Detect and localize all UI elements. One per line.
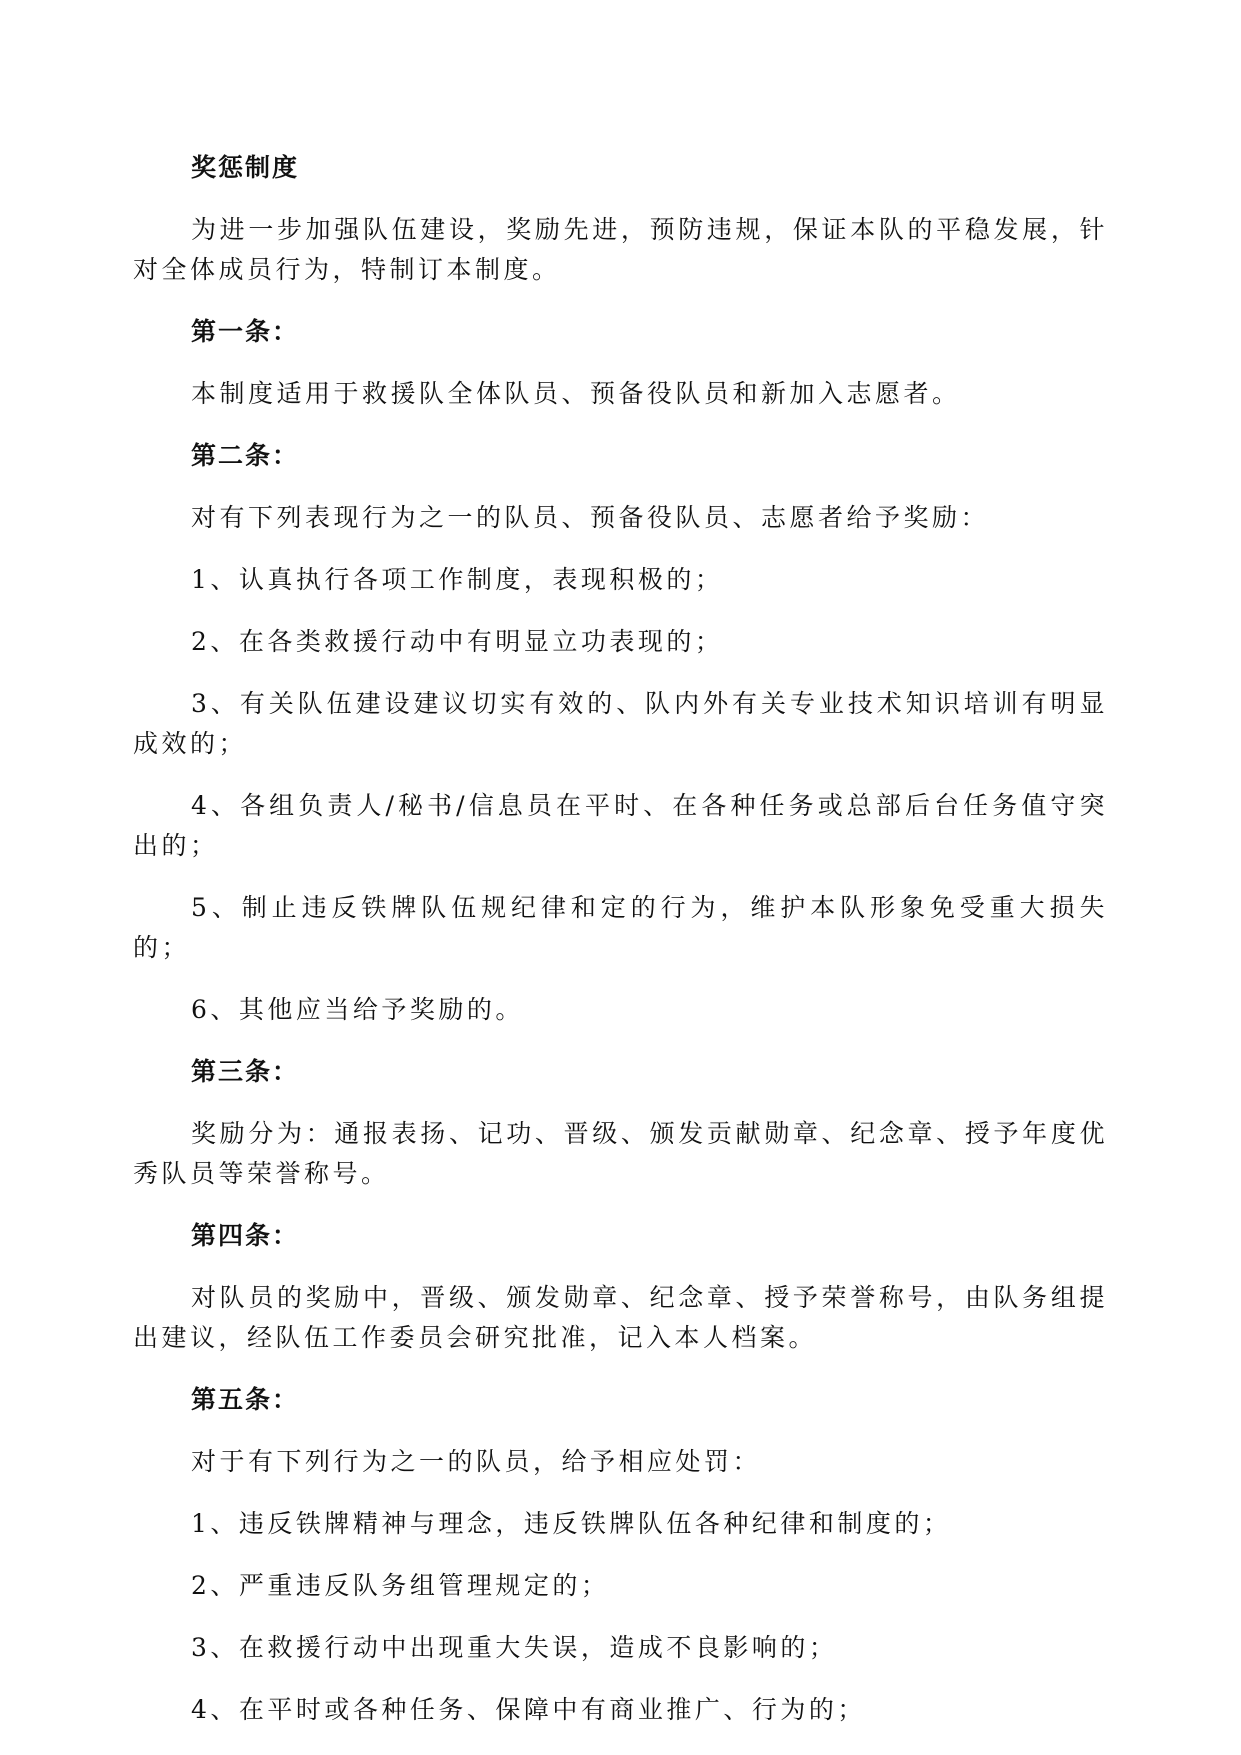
- article-3-paragraph-1: 奖励分为：通报表扬、记功、晋级、颁发贡献勋章、纪念章、授予年度优秀队员等荣誉称号。: [133, 1119, 1108, 1188]
- article-2-item-2: 2、在各类救援行动中有明显立功表现的；: [191, 627, 724, 656]
- article-5-heading: 第五条：: [191, 1385, 300, 1414]
- article-2-item-1: 1、认真执行各项工作制度，表现积极的；: [191, 565, 724, 594]
- article-4-paragraph-1: 对队员的奖励中，晋级、颁发勋章、纪念章、授予荣誉称号，由队务组提出建议，经队伍工作委员会研究批准，记入本人档案。: [133, 1283, 1108, 1352]
- intro-paragraph: 为进一步加强队伍建设，奖励先进，预防违规，保证本队的平稳发展，针对全体成员行为，特制订本制度。: [133, 215, 1108, 284]
- article-2-item-5: 5、制止违反铁牌队伍规纪律和定的行为，维护本队形象免受重大损失的；: [133, 893, 1108, 962]
- article-1-heading: 第一条：: [191, 317, 300, 346]
- document-body: [133, 148, 1108, 1752]
- article-1-paragraph-1: 本制度适用于救援队全体队员、预备役队员和新加入志愿者。: [191, 379, 961, 408]
- article-5-paragraph-1: 对于有下列行为之一的队员，给予相应处罚：: [191, 1447, 762, 1476]
- document-title: 奖惩制度: [191, 153, 300, 182]
- article-5-item-2: 2、严重违反队务组管理规定的；: [191, 1571, 610, 1600]
- article-2-item-3: 3、有关队伍建设建议切实有效的、队内外有关专业技术知识培训有明显成效的；: [133, 689, 1108, 758]
- article-2-heading: 第二条：: [191, 441, 300, 470]
- article-5-item-4: 4、在平时或各种任务、保障中有商业推广、行为的；: [191, 1695, 866, 1724]
- article-4-heading: 第四条：: [191, 1221, 300, 1250]
- article-3-heading: 第三条：: [191, 1057, 300, 1086]
- article-2-paragraph-1: 对有下列表现行为之一的队员、预备役队员、志愿者给予奖励：: [191, 503, 990, 532]
- article-2-item-4: 4、各组负责人/秘书/信息员在平时、在各种任务或总部后台任务值守突出的；: [133, 791, 1108, 860]
- article-5-item-1: 1、违反铁牌精神与理念，违反铁牌队伍各种纪律和制度的；: [191, 1509, 952, 1538]
- article-2-item-6: 6、其他应当给予奖励的。: [191, 995, 524, 1024]
- article-5-item-3: 3、在救援行动中出现重大失误，造成不良影响的；: [191, 1633, 838, 1662]
